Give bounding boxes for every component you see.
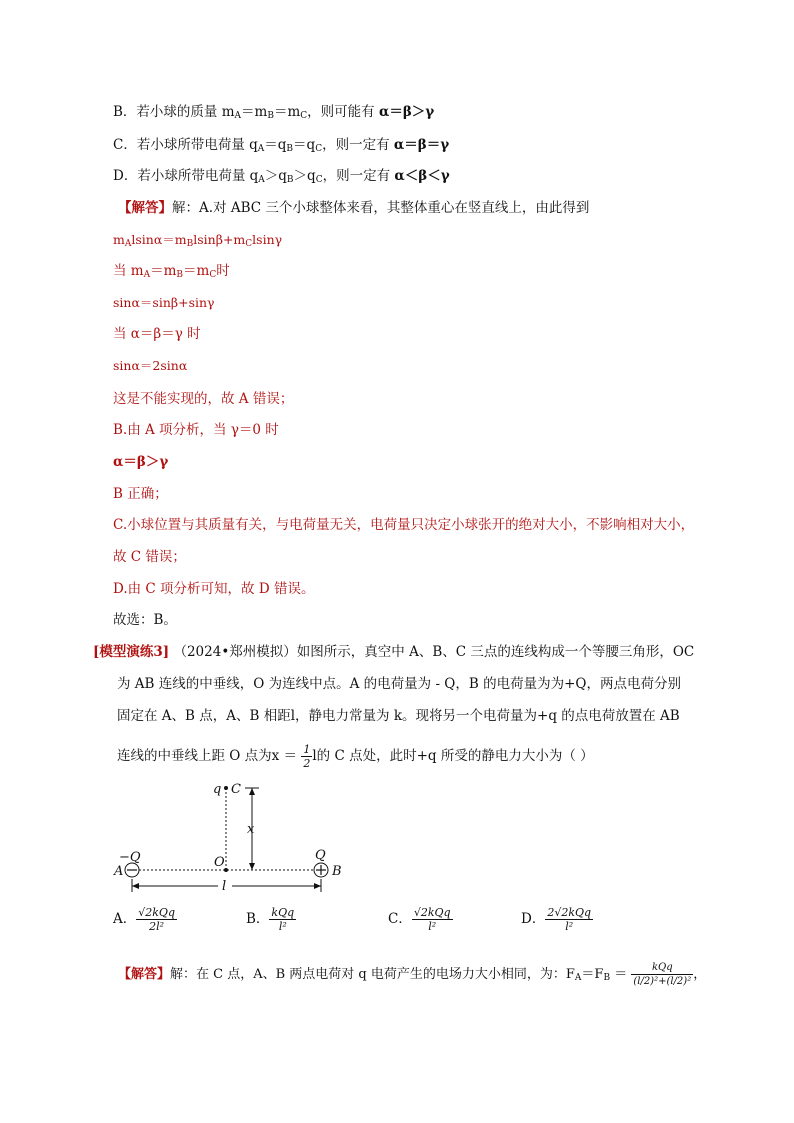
solution-tag: 【解答】: [118, 200, 172, 216]
equation-1: $m_Alsin\alpha=m_Blsin\beta+m_Clsin\gamma$: [113, 232, 283, 249]
point-c: [224, 786, 228, 790]
option-c: C．若小球所带电荷量 $q_A=q_B=q_C$，则一定有 α＝β＝γ: [113, 137, 450, 154]
problem-line-2: 为 AB 连线的中垂线，O 为连线中点。A 的电荷量为 - Q，B 的电荷量为为+Q，两点电荷分别: [117, 676, 681, 692]
charge-diagram: [110, 778, 360, 894]
option-d: D．若小球所带电荷量 $q_A>q_B>q_C$，则一定有 α＜β＜γ: [113, 168, 450, 185]
solution-line-8: α＝β＞γ: [113, 454, 169, 470]
answer-c[interactable]: C． $\frac{\text{√2kQq}}{\text{l²}}$: [388, 906, 451, 933]
solution1-intro: 【解答】解：A.对 ABC 三个小球整体来看，其整体重心在竖直线上，由此得到: [118, 200, 590, 216]
option-b: B．若小球的质量 $m_A=m_B=m_C$，则可能有 α＝β＞γ: [113, 104, 435, 121]
solution2-tag: 【解答】: [118, 967, 171, 982]
label-c: C: [231, 782, 241, 797]
problem-line-3: 固定在 A、B 点，A、B 相距l，静电力常量为 k。现将另一个电荷量为+q 的点电荷放置在 AB: [117, 708, 680, 724]
answer-a[interactable]: A． $\frac{\text{√2kQq}}{\text{2l²}}$: [113, 906, 175, 933]
problem-line-1: [模型演练3] （2024•郑州模拟）如图所示，真空中 A、B、C 三点的连线构成一个等腰三角形，OC: [93, 644, 695, 660]
label-o: O: [214, 855, 225, 870]
label-q: q: [213, 782, 222, 797]
solution2: 【解答】解：在 C 点，A、B 两点电荷对 q 电荷产生的电场力大小相同，为：$F_A=F_B$ ＝ $\frac{\text{kQq}}{\text{(l/2)²+(l/2)²}}$ ，: [118, 962, 707, 987]
fraction-half: $\frac{1}{2}$: [303, 743, 311, 770]
equation-5: sinα＝2sinα: [113, 358, 188, 373]
problem-line-4: 连线的中垂线上距 O 点为x ＝ $\frac{1}{2}$ l的 C 点处，此时+q 所受的静电力大小为（ ）: [117, 743, 594, 770]
label-a: A: [114, 864, 124, 879]
solution-line-10: C.小球位置与其质量有关，与电荷量无关，电荷量只决定小球张开的绝对大小，不影响相对大小，: [113, 517, 695, 533]
label-x: x: [247, 822, 255, 837]
force-fraction: $\frac{\text{kQq}}{\text{(l/2)²+(l/2)²}}$: [633, 962, 692, 987]
equation-3: sinα＝sinβ+sinγ: [113, 295, 215, 310]
solution-line-9: B 正确；: [113, 486, 168, 502]
label-b: B: [332, 864, 342, 879]
solution-line-12: D.由 C 项分析可知，故 D 错误。: [113, 581, 315, 597]
answer-b[interactable]: B． $\frac{\text{kQq}}{\text{l²}}$: [246, 906, 295, 933]
problem-tag: [模型演练3]: [93, 644, 170, 660]
equation-4: 当 α＝β＝γ 时: [113, 326, 201, 342]
label-neg-q: −Q: [119, 850, 141, 865]
solution-line-6: 这是不能实现的，故 A 错误；: [113, 391, 294, 407]
solution-line-7: B.由 A 项分析，当 γ＝0 时: [113, 422, 279, 438]
equation-2: 当 $m_A=m_B=m_C$时: [113, 263, 230, 280]
solution-line-11: 故 C 错误；: [113, 549, 186, 565]
answer-d[interactable]: D． $\frac{\text{2√2kQq}}{\text{l²}}$: [521, 906, 592, 933]
label-l: l: [222, 879, 227, 894]
solution-line-13: 故选：B。: [113, 612, 177, 628]
label-q-pos: Q: [315, 848, 326, 863]
